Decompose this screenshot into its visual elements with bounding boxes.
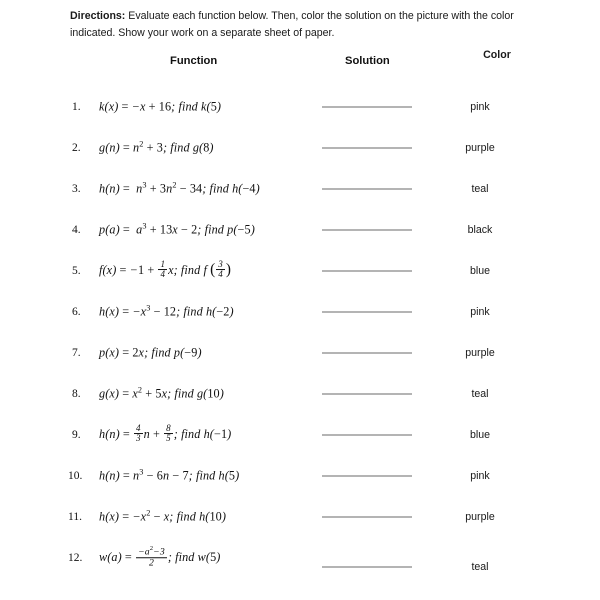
problem-row — [0, 86, 600, 127]
column-header-color: Color — [483, 49, 511, 61]
color-label: pink — [470, 100, 490, 113]
problem-row — [0, 373, 600, 414]
problem-function: $p(a) = a^3 + 13x - 2$; find p(−5) — [99, 220, 255, 236]
problem-row — [0, 250, 600, 291]
solution-blank[interactable] — [322, 567, 412, 568]
problem-function: k(x) = −x + 16; find k(5) — [99, 99, 222, 113]
problem-number: 12. — [68, 552, 83, 564]
problem-number: 11. — [68, 510, 82, 523]
problem-number: 7. — [72, 346, 81, 359]
color-label: teal — [471, 561, 489, 574]
directions-text: Evaluate each function below. Then, color the solution on the picture with the color indicated. Show your work on a separate sheet of paper. — [70, 10, 514, 40]
problem-function: $h(x) = -x^2 - x$; find h(10) — [99, 507, 227, 523]
color-label: teal — [471, 387, 489, 400]
problem-function: $h(x) = -x^3 - 12$; find h(−2) — [99, 302, 234, 318]
column-header-solution: Solution — [345, 55, 390, 67]
directions-label: Directions: — [70, 10, 126, 22]
problem-number: 9. — [72, 428, 81, 441]
problem-function: w(a) = $\frac{-a^2-3}{2}$ ; find w(5) — [99, 544, 221, 568]
problem-row — [0, 496, 600, 537]
problem-number: 3. — [72, 182, 81, 195]
problem-row — [0, 291, 600, 332]
problem-function: $g(x) = x^2 + 5x$; find g(10) — [99, 384, 224, 400]
problem-function: p(x) = 2x; find p(−9) — [99, 345, 202, 359]
color-label: purple — [465, 510, 495, 523]
problem-row — [0, 537, 600, 579]
problem-function: $h(n) = n^3 - 6n - 7$; find h(5) — [99, 466, 240, 482]
color-label: blue — [469, 264, 491, 277]
color-label: pink — [470, 469, 490, 482]
directions-block — [70, 8, 532, 42]
problem-row — [0, 168, 600, 209]
solution-blank[interactable] — [322, 516, 412, 517]
problem-number: 1. — [72, 100, 81, 113]
color-label: teal — [471, 182, 489, 195]
problem-row — [0, 209, 600, 250]
color-label: purple — [465, 346, 495, 359]
solution-blank[interactable] — [322, 311, 412, 312]
solution-blank[interactable] — [322, 229, 412, 230]
color-label: blue — [469, 428, 491, 441]
color-label: black — [467, 223, 493, 236]
solution-blank[interactable] — [322, 147, 412, 148]
problem-function: $g(n) = n^2 + 3$; find g(8) — [99, 138, 214, 154]
color-label: purple — [465, 141, 495, 154]
problem-function: $h(n) = n^3 + 3n^2 - 34$; find h(−4) — [99, 179, 260, 195]
problem-function: h(n) = $\frac{4}{3}$ n + $\frac{8}{5}$ ; find h(−1) — [99, 423, 232, 444]
problem-function: f(x) = −1 + $\frac{1}{4}$ x; find f ( $\frac{3}{4}$ ) — [99, 259, 232, 280]
solution-blank[interactable] — [322, 188, 412, 189]
problem-number: 2. — [72, 141, 81, 154]
solution-blank[interactable] — [322, 352, 412, 353]
color-label: pink — [470, 305, 490, 318]
solution-blank[interactable] — [322, 475, 412, 476]
problem-number: 6. — [72, 305, 81, 318]
column-header-function: Function — [170, 55, 218, 67]
problem-list — [0, 86, 600, 579]
problem-number: 4. — [72, 223, 81, 236]
problem-number: 8. — [72, 387, 81, 400]
problem-row — [0, 332, 600, 373]
solution-blank[interactable] — [322, 106, 412, 107]
problem-row — [0, 127, 600, 168]
problem-row — [0, 455, 600, 496]
solution-blank[interactable] — [322, 393, 412, 394]
problem-number: 5. — [72, 264, 81, 277]
problem-number: 10. — [68, 469, 83, 482]
solution-blank[interactable] — [322, 270, 412, 271]
solution-blank[interactable] — [322, 434, 412, 435]
problem-row — [0, 414, 600, 455]
